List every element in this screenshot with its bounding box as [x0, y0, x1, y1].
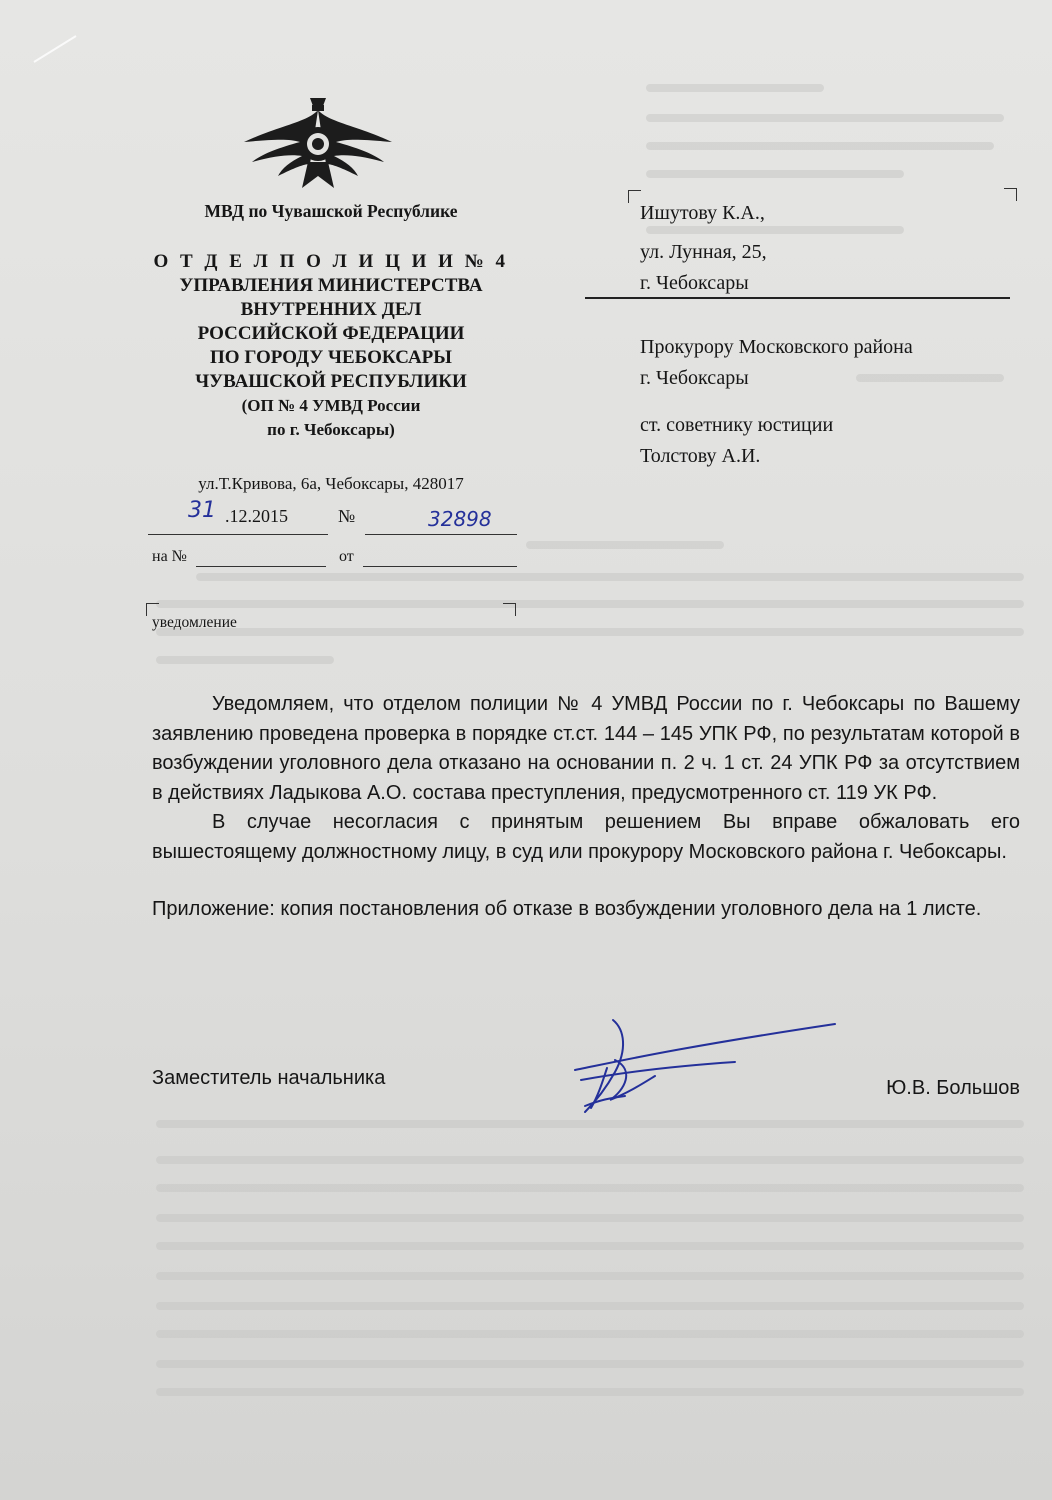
department-line: ВНУТРЕННИХ ДЕЛ [240, 299, 422, 320]
attachment-note: Приложение: копия постановления об отказе в возбуждении уголовного дела на 1 листе. [152, 898, 982, 920]
mvd-eagle-emblem-icon [238, 92, 398, 192]
prosecutor-rank: ст. советнику юстиции [640, 414, 834, 436]
department-line: О Т Д Е Л П О Л И Ц И И № 4 [153, 251, 509, 272]
addressee-block [640, 198, 1020, 299]
signatory-name: Ю.В. Большов [886, 1077, 1020, 1099]
document-subject: уведомление [152, 614, 237, 631]
prosecutor-line: г. Чебоксары [640, 367, 749, 389]
handwritten-signature-icon [555, 1010, 845, 1120]
department-line: РОССИЙСКОЙ ФЕДЕРАЦИИ [197, 323, 465, 344]
prosecutor-block [640, 332, 1020, 472]
addressee-name: Ишутову К.А., [640, 202, 765, 224]
prosecutor-name: Толстову А.И. [640, 445, 761, 467]
signatory-title: Заместитель начальника [152, 1067, 386, 1089]
addressee-city: г. Чебоксары [640, 272, 749, 294]
addressee-divider [585, 297, 1010, 299]
body-paragraph: В случае несогласия с принятым решением Вы вправе обжаловать его вышестоящему должностному лицу, в суд или прокурору Московского района г. Чебоксары. [152, 811, 1020, 863]
department-line: (ОП № 4 УМВД России [241, 396, 421, 415]
ref-from-label: от [339, 548, 354, 565]
ref-number-underline [196, 566, 326, 567]
department-block [150, 250, 512, 442]
body-paragraph: Уведомляем, что отделом полиции № 4 УМВД России по г. Чебоксары по Вашему заявлению проведена проверка в порядке ст.ст. 144 – 145 УПК РФ, по результатам которой в возбуждении уголовного дела отказано на основании п. 2 ч. 1 ст. 24 УПК РФ за отсутствием в действиях Ладыкова А.О. состава преступления, предусмотренного ст. 119 УК РФ. [152, 693, 1020, 804]
date-rest: .12.2015 [225, 506, 288, 526]
date-day-handwritten: 31 [188, 498, 216, 523]
prosecutor-line: Прокурору Московского района [640, 336, 913, 358]
department-address: ул.Т.Кривова, 6а, Чебоксары, 428017 [198, 474, 464, 493]
addressee-street: ул. Лунная, 25, [640, 241, 767, 263]
registration-number-handwritten: 32898 [428, 507, 492, 531]
number-label: № [338, 506, 356, 526]
subject-bracket-right [503, 603, 516, 616]
ministry-name: МВД по Чувашской Республике [204, 201, 458, 221]
ref-number-label: на № [152, 548, 187, 565]
ref-date-underline [363, 566, 517, 567]
department-line: ПО ГОРОДУ ЧЕБОКСАРЫ [210, 347, 452, 368]
letter-body [152, 690, 1020, 925]
department-line: по г. Чебоксары) [267, 420, 395, 439]
department-line: УПРАВЛЕНИЯ МИНИСТЕРСТВА [179, 275, 483, 296]
department-line: ЧУВАШСКОЙ РЕСПУБЛИКИ [195, 371, 467, 392]
